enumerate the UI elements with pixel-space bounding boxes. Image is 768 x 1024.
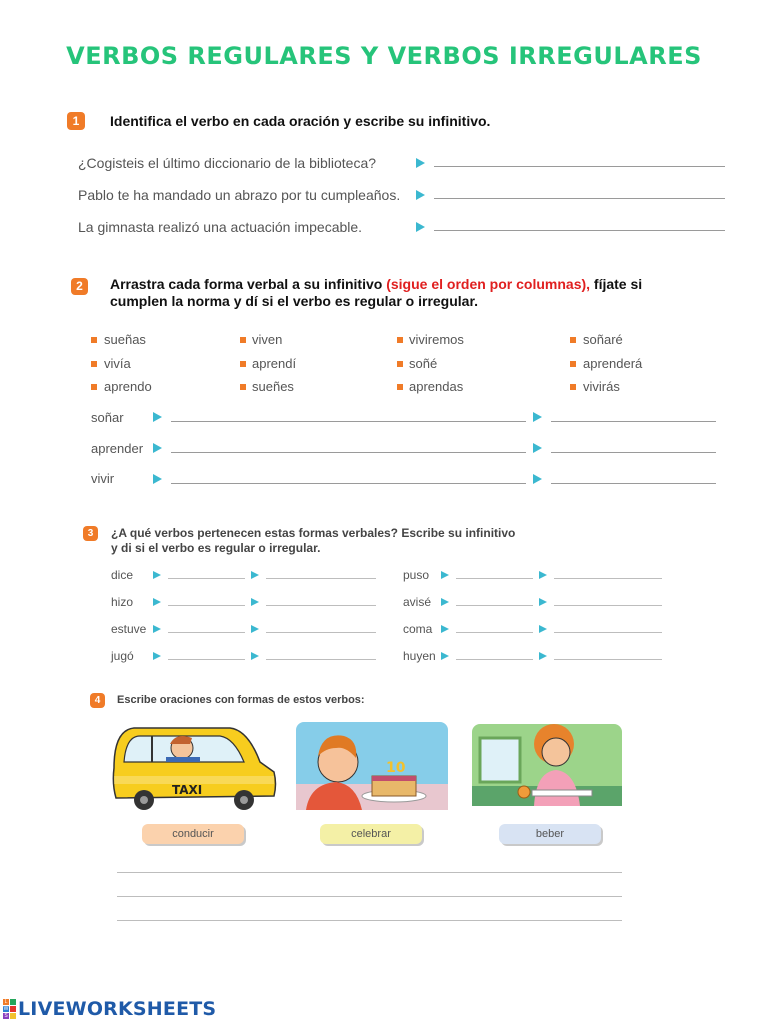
- sentence-3: La gimnasta realizó una actuación impecable.: [78, 219, 363, 235]
- section-2-instruction: [110, 276, 680, 310]
- verb-form: avisé: [403, 595, 432, 609]
- arrow-icon: [441, 598, 449, 606]
- draggable-word[interactable]: aprendas: [409, 379, 464, 394]
- arrow-icon: [441, 652, 449, 660]
- regularity-field[interactable]: [551, 421, 716, 422]
- girl-drinking-illustration: [472, 714, 622, 806]
- infinitive-label: soñar: [91, 410, 124, 425]
- sentence-1: ¿Cogisteis el último diccionario de la biblioteca?: [78, 155, 377, 171]
- draggable-word[interactable]: vivirás: [583, 379, 620, 394]
- verb-form: jugó: [111, 649, 134, 663]
- verb-form: dice: [111, 568, 134, 582]
- sentence-line-2[interactable]: [117, 896, 622, 897]
- arrow-icon: [533, 412, 542, 422]
- regularity-field[interactable]: [554, 578, 662, 579]
- taxi-sign-text: TAXI: [172, 783, 203, 797]
- instruction-text: fíjate si cumplen la norma y dí si el verbo es regular o irregular.: [110, 276, 643, 309]
- regularity-field[interactable]: [266, 605, 376, 606]
- arrow-icon: [416, 158, 425, 168]
- infinitive-field[interactable]: [456, 605, 533, 606]
- section-1-badge: 1: [67, 112, 85, 130]
- regularity-field[interactable]: [554, 605, 662, 606]
- infinitive-field[interactable]: [168, 578, 245, 579]
- arrow-icon: [416, 190, 425, 200]
- draggable-word[interactable]: soñé: [409, 356, 438, 371]
- logo-square: [10, 1013, 16, 1019]
- answer-line-2[interactable]: [434, 198, 725, 199]
- section-4-instruction: Escribe oraciones con formas de estos verbos:: [117, 694, 365, 706]
- instruction-highlight: (sigue el orden por columnas),: [386, 276, 591, 292]
- regularity-field[interactable]: [266, 659, 376, 660]
- draggable-word[interactable]: aprenderá: [583, 356, 643, 371]
- arrow-icon: [539, 652, 547, 660]
- drop-zone[interactable]: [171, 483, 526, 484]
- infinitive-field[interactable]: [456, 632, 533, 633]
- arrow-icon: [539, 625, 547, 633]
- verb-pill-celebrar: celebrar: [320, 824, 422, 844]
- drop-zone[interactable]: [171, 421, 526, 422]
- verb-form: hizo: [111, 595, 134, 609]
- regularity-field[interactable]: [266, 578, 376, 579]
- infinitive-field[interactable]: [168, 605, 245, 606]
- infinitive-field[interactable]: [456, 578, 533, 579]
- draggable-word[interactable]: sueñas: [104, 332, 146, 347]
- sentence-line-3[interactable]: [117, 920, 622, 921]
- liveworksheets-logo-icon: [3, 999, 17, 1019]
- arrow-icon: [539, 571, 547, 579]
- section-2-badge: 2: [71, 278, 88, 295]
- infinitive-label: aprender: [91, 441, 144, 456]
- arrow-icon: [251, 652, 259, 660]
- arrow-icon: [251, 598, 259, 606]
- arrow-icon: [153, 598, 161, 606]
- draggable-word[interactable]: sueñes: [252, 379, 294, 394]
- verb-pill-beber: beber: [499, 824, 601, 844]
- arrow-icon: [416, 222, 425, 232]
- drop-zone[interactable]: [171, 452, 526, 453]
- regularity-field[interactable]: [266, 632, 376, 633]
- arrow-icon: [251, 571, 259, 579]
- verb-form: estuve: [111, 622, 147, 636]
- sentence-2: Pablo te ha mandado un abrazo por tu cumpleaños.: [78, 187, 401, 203]
- section-3-badge: 3: [83, 526, 98, 541]
- draggable-word[interactable]: viven: [252, 332, 283, 347]
- draggable-word[interactable]: aprendo: [104, 379, 152, 394]
- instruction-text: Arrastra cada forma verbal a su infinitivo: [110, 276, 387, 292]
- bullet-icon: [570, 384, 576, 390]
- bullet-icon: [397, 361, 403, 367]
- arrow-icon: [251, 625, 259, 633]
- sentence-line-1[interactable]: [117, 872, 622, 873]
- section-3-instruction-line1: ¿A qué verbos pertenecen estas formas verbales? Escribe su infinitivo: [111, 526, 516, 540]
- logo-letter: L: [4, 999, 8, 1005]
- draggable-word[interactable]: viviremos: [409, 332, 464, 347]
- bullet-icon: [91, 337, 97, 343]
- answer-line-1[interactable]: [434, 166, 725, 167]
- infinitive-field[interactable]: [168, 632, 245, 633]
- bullet-icon: [91, 361, 97, 367]
- arrow-icon: [441, 571, 449, 579]
- bullet-icon: [570, 337, 576, 343]
- regularity-field[interactable]: [551, 483, 716, 484]
- section-3-instruction-line2: y di si el verbo es regular o irregular.: [111, 541, 321, 555]
- arrow-icon: [153, 571, 161, 579]
- bullet-icon: [240, 337, 246, 343]
- bullet-icon: [570, 361, 576, 367]
- section-4-badge: 4: [90, 693, 105, 708]
- arrow-icon: [153, 412, 162, 422]
- verb-form: huyen: [403, 649, 436, 663]
- infinitive-field[interactable]: [168, 659, 245, 660]
- liveworksheets-brand[interactable]: LIVEWORKSHEETS: [18, 998, 217, 1020]
- logo-letter: S: [4, 1013, 8, 1019]
- verb-form: coma: [403, 622, 433, 636]
- infinitive-label: vivir: [91, 471, 115, 486]
- regularity-field[interactable]: [551, 452, 716, 453]
- verb-form: puso: [403, 568, 430, 582]
- arrow-icon: [533, 474, 542, 484]
- arrow-icon: [153, 652, 161, 660]
- draggable-word[interactable]: soñaré: [583, 332, 623, 347]
- regularity-field[interactable]: [554, 632, 662, 633]
- bullet-icon: [397, 384, 403, 390]
- bullet-icon: [397, 337, 403, 343]
- birthday-cake-illustration: [296, 722, 448, 810]
- logo-square: [10, 1006, 16, 1012]
- arrow-icon: [153, 474, 162, 484]
- logo-square: [10, 999, 16, 1005]
- infinitive-field[interactable]: [456, 659, 533, 660]
- arrow-icon: [153, 443, 162, 453]
- arrow-icon: [539, 598, 547, 606]
- section-1-instruction: Identifica el verbo en cada oración y escribe su infinitivo.: [110, 113, 491, 129]
- draggable-word[interactable]: vivía: [104, 356, 131, 371]
- regularity-field[interactable]: [554, 659, 662, 660]
- arrow-icon: [441, 625, 449, 633]
- arrow-icon: [153, 625, 161, 633]
- bullet-icon: [91, 384, 97, 390]
- bullet-icon: [240, 384, 246, 390]
- arrow-icon: [533, 443, 542, 453]
- verb-pill-conducir: conducir: [142, 824, 244, 844]
- cake-candle-number: 10: [386, 760, 406, 776]
- logo-letter: W: [3, 1006, 9, 1012]
- draggable-word[interactable]: aprendí: [252, 356, 297, 371]
- bullet-icon: [240, 361, 246, 367]
- taxi-illustration: [110, 722, 278, 810]
- answer-line-3[interactable]: [434, 230, 725, 231]
- worksheet-title: VERBOS REGULARES Y VERBOS IRREGULARES: [66, 42, 702, 70]
